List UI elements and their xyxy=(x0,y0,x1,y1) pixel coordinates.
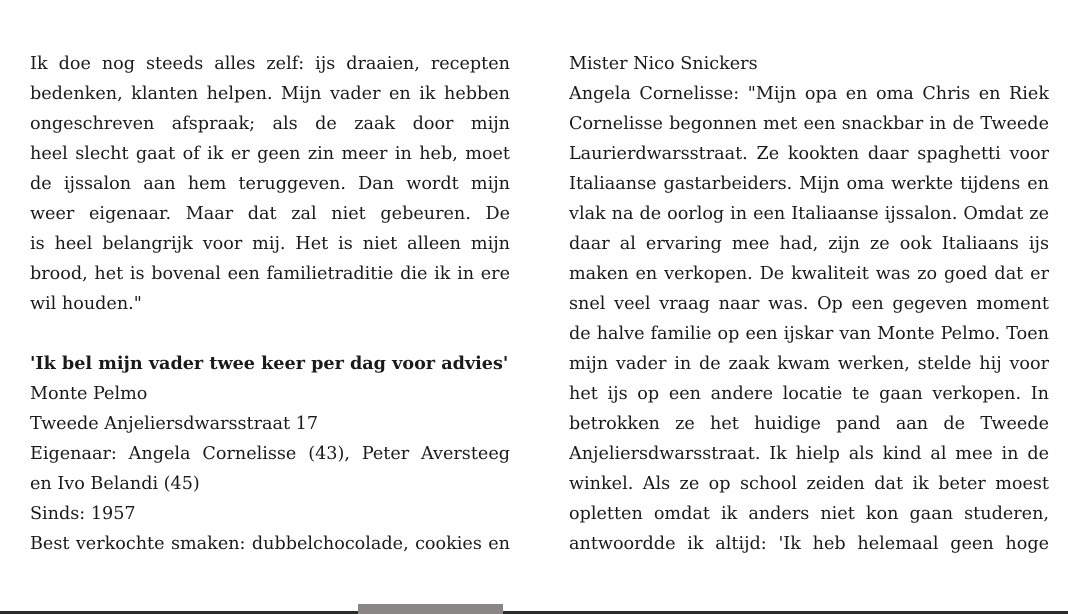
paragraph-line: Angela Cornelisse: "Mijn opa en oma Chris en Riek xyxy=(569,84,1049,104)
section-heading: 'Ik bel mijn vader twee keer per dag voor advies' xyxy=(30,353,509,374)
paragraph-line: snel veel vraag naar was. Op een gegeven moment xyxy=(569,294,1049,314)
info-line-since: Sinds: 1957 xyxy=(30,504,136,524)
paragraph-line: mijn vader in de zaak kwam werken, stelde hij voor xyxy=(569,354,1049,374)
paragraph-line: Cornelisse begonnen met een snackbar in de Tweede xyxy=(569,114,1049,134)
paragraph-line: wil houden." xyxy=(30,294,142,314)
paragraph-line: Ik doe nog steeds alles zelf: ijs draaien, recepten xyxy=(30,54,510,74)
paragraph-line: weer eigenaar. Maar dat zal niet gebeuren. De xyxy=(30,204,510,224)
paragraph-line: heel slecht gaat of ik er geen zin meer in heb, moet xyxy=(30,144,510,164)
paragraph-line: is heel belangrijk voor mij. Het is niet alleen mijn xyxy=(30,234,510,254)
paragraph-line: Italiaanse gastarbeiders. Mijn oma werkte tijdens en xyxy=(569,174,1049,194)
paragraph-line: opletten omdat ik anders niet kon gaan studeren, xyxy=(569,504,1049,524)
info-line-owners-cont: en Ivo Belandi (45) xyxy=(30,474,200,494)
info-line-flavours: Best verkochte smaken: dubbelchocolade, cookies en xyxy=(30,534,510,554)
paragraph-line: ongeschreven afspraak; als de zaak door mijn xyxy=(30,114,510,134)
info-line-flavours-cont: Mister Nico Snickers xyxy=(569,54,758,74)
paragraph-line: antwoordde ik altijd: 'Ik heb helemaal geen hoge xyxy=(569,534,1049,554)
paragraph-line: de halve familie op een ijskar van Monte Pelmo. Toen xyxy=(569,324,1049,344)
paragraph-line: de ijssalon aan hem teruggeven. Dan wordt mijn xyxy=(30,174,510,194)
paragraph-line: maken en verkopen. De kwaliteit was zo goed dat er xyxy=(569,264,1049,284)
paragraph-line: brood, het is bovenal een familietraditie die ik in ere xyxy=(30,264,510,284)
info-line-owners: Eigenaar: Angela Cornelisse (43), Peter Aversteeg xyxy=(30,444,510,464)
paragraph-line: Laurierdwarsstraat. Ze kookten daar spaghetti voor xyxy=(569,144,1049,164)
horizontal-scrollbar-thumb[interactable] xyxy=(358,604,503,614)
info-line-shop-name: Monte Pelmo xyxy=(30,384,148,404)
paragraph-line: winkel. Als ze op school zeiden dat ik beter moest xyxy=(569,474,1049,494)
paragraph-line: Anjeliersdwarsstraat. Ik hielp als kind al mee in de xyxy=(569,444,1049,464)
paragraph-line: betrokken ze het huidige pand aan de Tweede xyxy=(569,414,1049,434)
paragraph-gap xyxy=(30,319,510,349)
paragraph-line: het ijs op een andere locatie te gaan verkopen. In xyxy=(569,384,1049,404)
paragraph-line: vlak na de oorlog in een Italiaanse ijssalon. Omdat ze xyxy=(569,204,1049,224)
left-column xyxy=(30,49,510,559)
paragraph-line: bedenken, klanten helpen. Mijn vader en ik hebben xyxy=(30,84,510,104)
info-line-address: Tweede Anjeliersdwarsstraat 17 xyxy=(30,414,319,434)
right-column xyxy=(569,49,1049,559)
paragraph-line: daar al ervaring mee had, zijn ze ook Italiaans ijs xyxy=(569,234,1049,254)
